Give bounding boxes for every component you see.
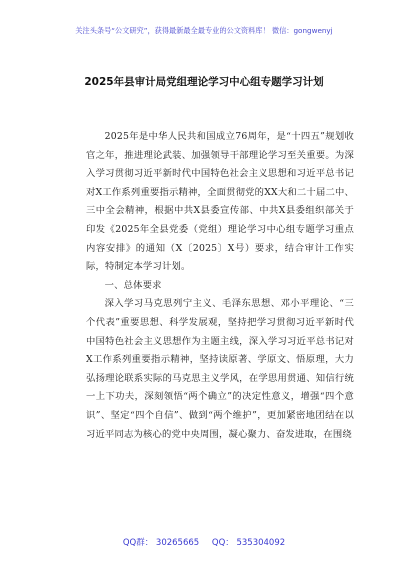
- footer-qq-group: QQ群： 30265665: [122, 538, 200, 548]
- header-promo-note: 关注头条号“公文研究”，获得最新最全最专业的公文资料库！ 微信：gongwenyj: [75, 26, 333, 35]
- document-body: [86, 128, 354, 444]
- document-title: 2025年县审计局党组理论学习中心组专题学习计划: [84, 76, 324, 88]
- footer-qq: QQ： 535304092: [211, 538, 286, 548]
- body-paragraph: 深入学习马克思列宁主义、毛泽东思想、邓小平理论、“三个代表”重要思想、科学发展观，坚持把学习贯彻习近平新时代中国特色社会主义思想作为主题主线，深入学习习近平总书记对X工作系列重要指示精神，坚持读原著、学原文、悟原理，大力弘扬理论联系实际的马克思主义学风，在学思用贯通、知信行统一上下功夫，深刻领悟“两个确立”的决定性意义，增强“四个意识”、坚定“四个自信”、做到“两个维护”，更加紧密地团结在以习近平同志为核心的党中央周围，凝心聚力、奋发进取，在围绕: [86, 298, 354, 440]
- section-heading-general-requirements: 一、总体要求: [104, 279, 162, 291]
- footer-contact: [0, 536, 408, 548]
- intro-paragraph: 2025年是中华人民共和国成立76周年，是“十四五”规划收官之年，推进理论武装、加强领导干部理论学习至关重要。为深入学习贯彻习近平新时代中国特色社会主义思想和习近平总书记对X工作系列重要指示精神，全面贯彻党的XX大和二十届二中、三中全会精神，根据中共X县委宣传部、中共X县委组织部关于印发《2025年全县党委（党组）理论学习中心组专题学习重点内容安排》的通知（X〔2025〕X号）要求，结合审计工作实际，特制定本学习计划。: [86, 131, 354, 273]
